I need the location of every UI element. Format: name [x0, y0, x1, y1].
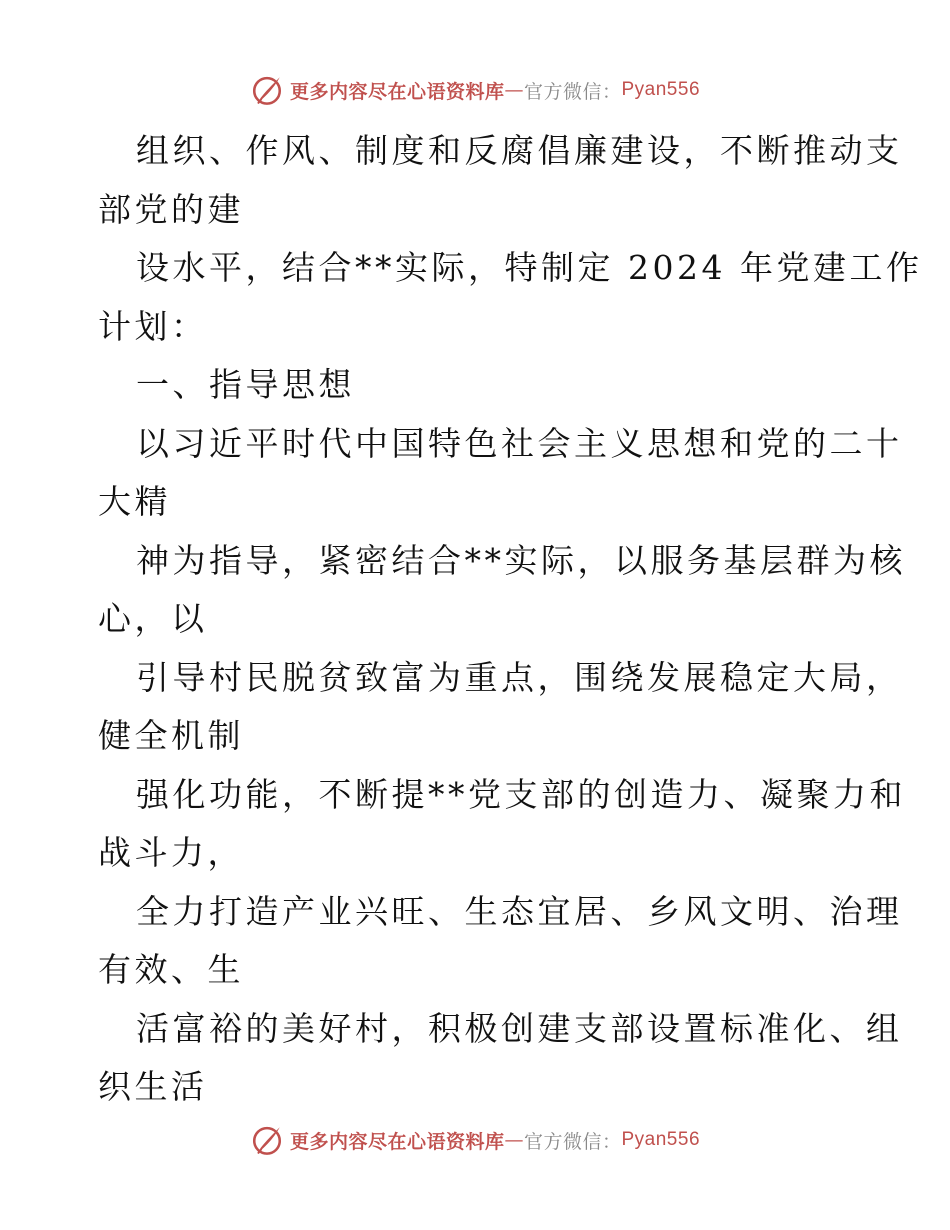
text-line: 设水平，结合**实际，特制定 2024 年党建工作: [136, 248, 923, 287]
text-line: 织生活: [98, 1067, 208, 1106]
watermark-site-name: 更多内容尽在心语资料库: [289, 80, 505, 103]
text-line: 神为指导，紧密结合**实际，以服务基层群为核: [136, 540, 906, 580]
watermark-wechat-id: Pyan556: [621, 79, 701, 100]
watermark-site-name: 更多内容尽在心语资料库: [289, 1130, 505, 1153]
quill-pen-logo-icon: [250, 73, 284, 107]
text-line: 有效、生: [98, 950, 244, 989]
text-line: 强化功能，不断提**党支部的创造力、凝聚力和: [136, 774, 906, 814]
watermark-wechat-label: 官方微信：: [523, 1130, 622, 1153]
watermark-dash: —: [504, 1129, 524, 1151]
watermark-wechat-label: 官方微信：: [523, 80, 622, 103]
text-line: 组织、作风、制度和反腐倡廉建设，不断推动支: [136, 131, 903, 170]
text-line: 战斗力，: [98, 833, 244, 872]
text-line: 计划：: [98, 306, 208, 346]
header-watermark: [0, 70, 950, 110]
footer-watermark: [0, 1120, 950, 1160]
document-body: [98, 122, 923, 1117]
text-line: 一、指导思想: [136, 365, 355, 404]
text-line: 引导村民脱贫致富为重点，围绕发展稳定大局，: [136, 657, 903, 697]
text-line: 部党的建: [98, 189, 244, 229]
text-line: 健全机制: [98, 716, 244, 755]
text-line: 以习近平时代中国特色社会主义思想和党的二十: [136, 423, 903, 463]
quill-pen-logo-icon: [250, 1123, 284, 1157]
text-line: 全力打造产业兴旺、生态宜居、乡风文明、治理: [136, 891, 903, 931]
text-line: 活富裕的美好村，积极创建支部设置标准化、组: [136, 1008, 903, 1048]
text-line: 大精: [98, 482, 171, 521]
watermark-dash: —: [504, 79, 524, 101]
watermark-wechat-id: Pyan556: [621, 1129, 701, 1150]
text-line: 心，以: [98, 599, 208, 638]
